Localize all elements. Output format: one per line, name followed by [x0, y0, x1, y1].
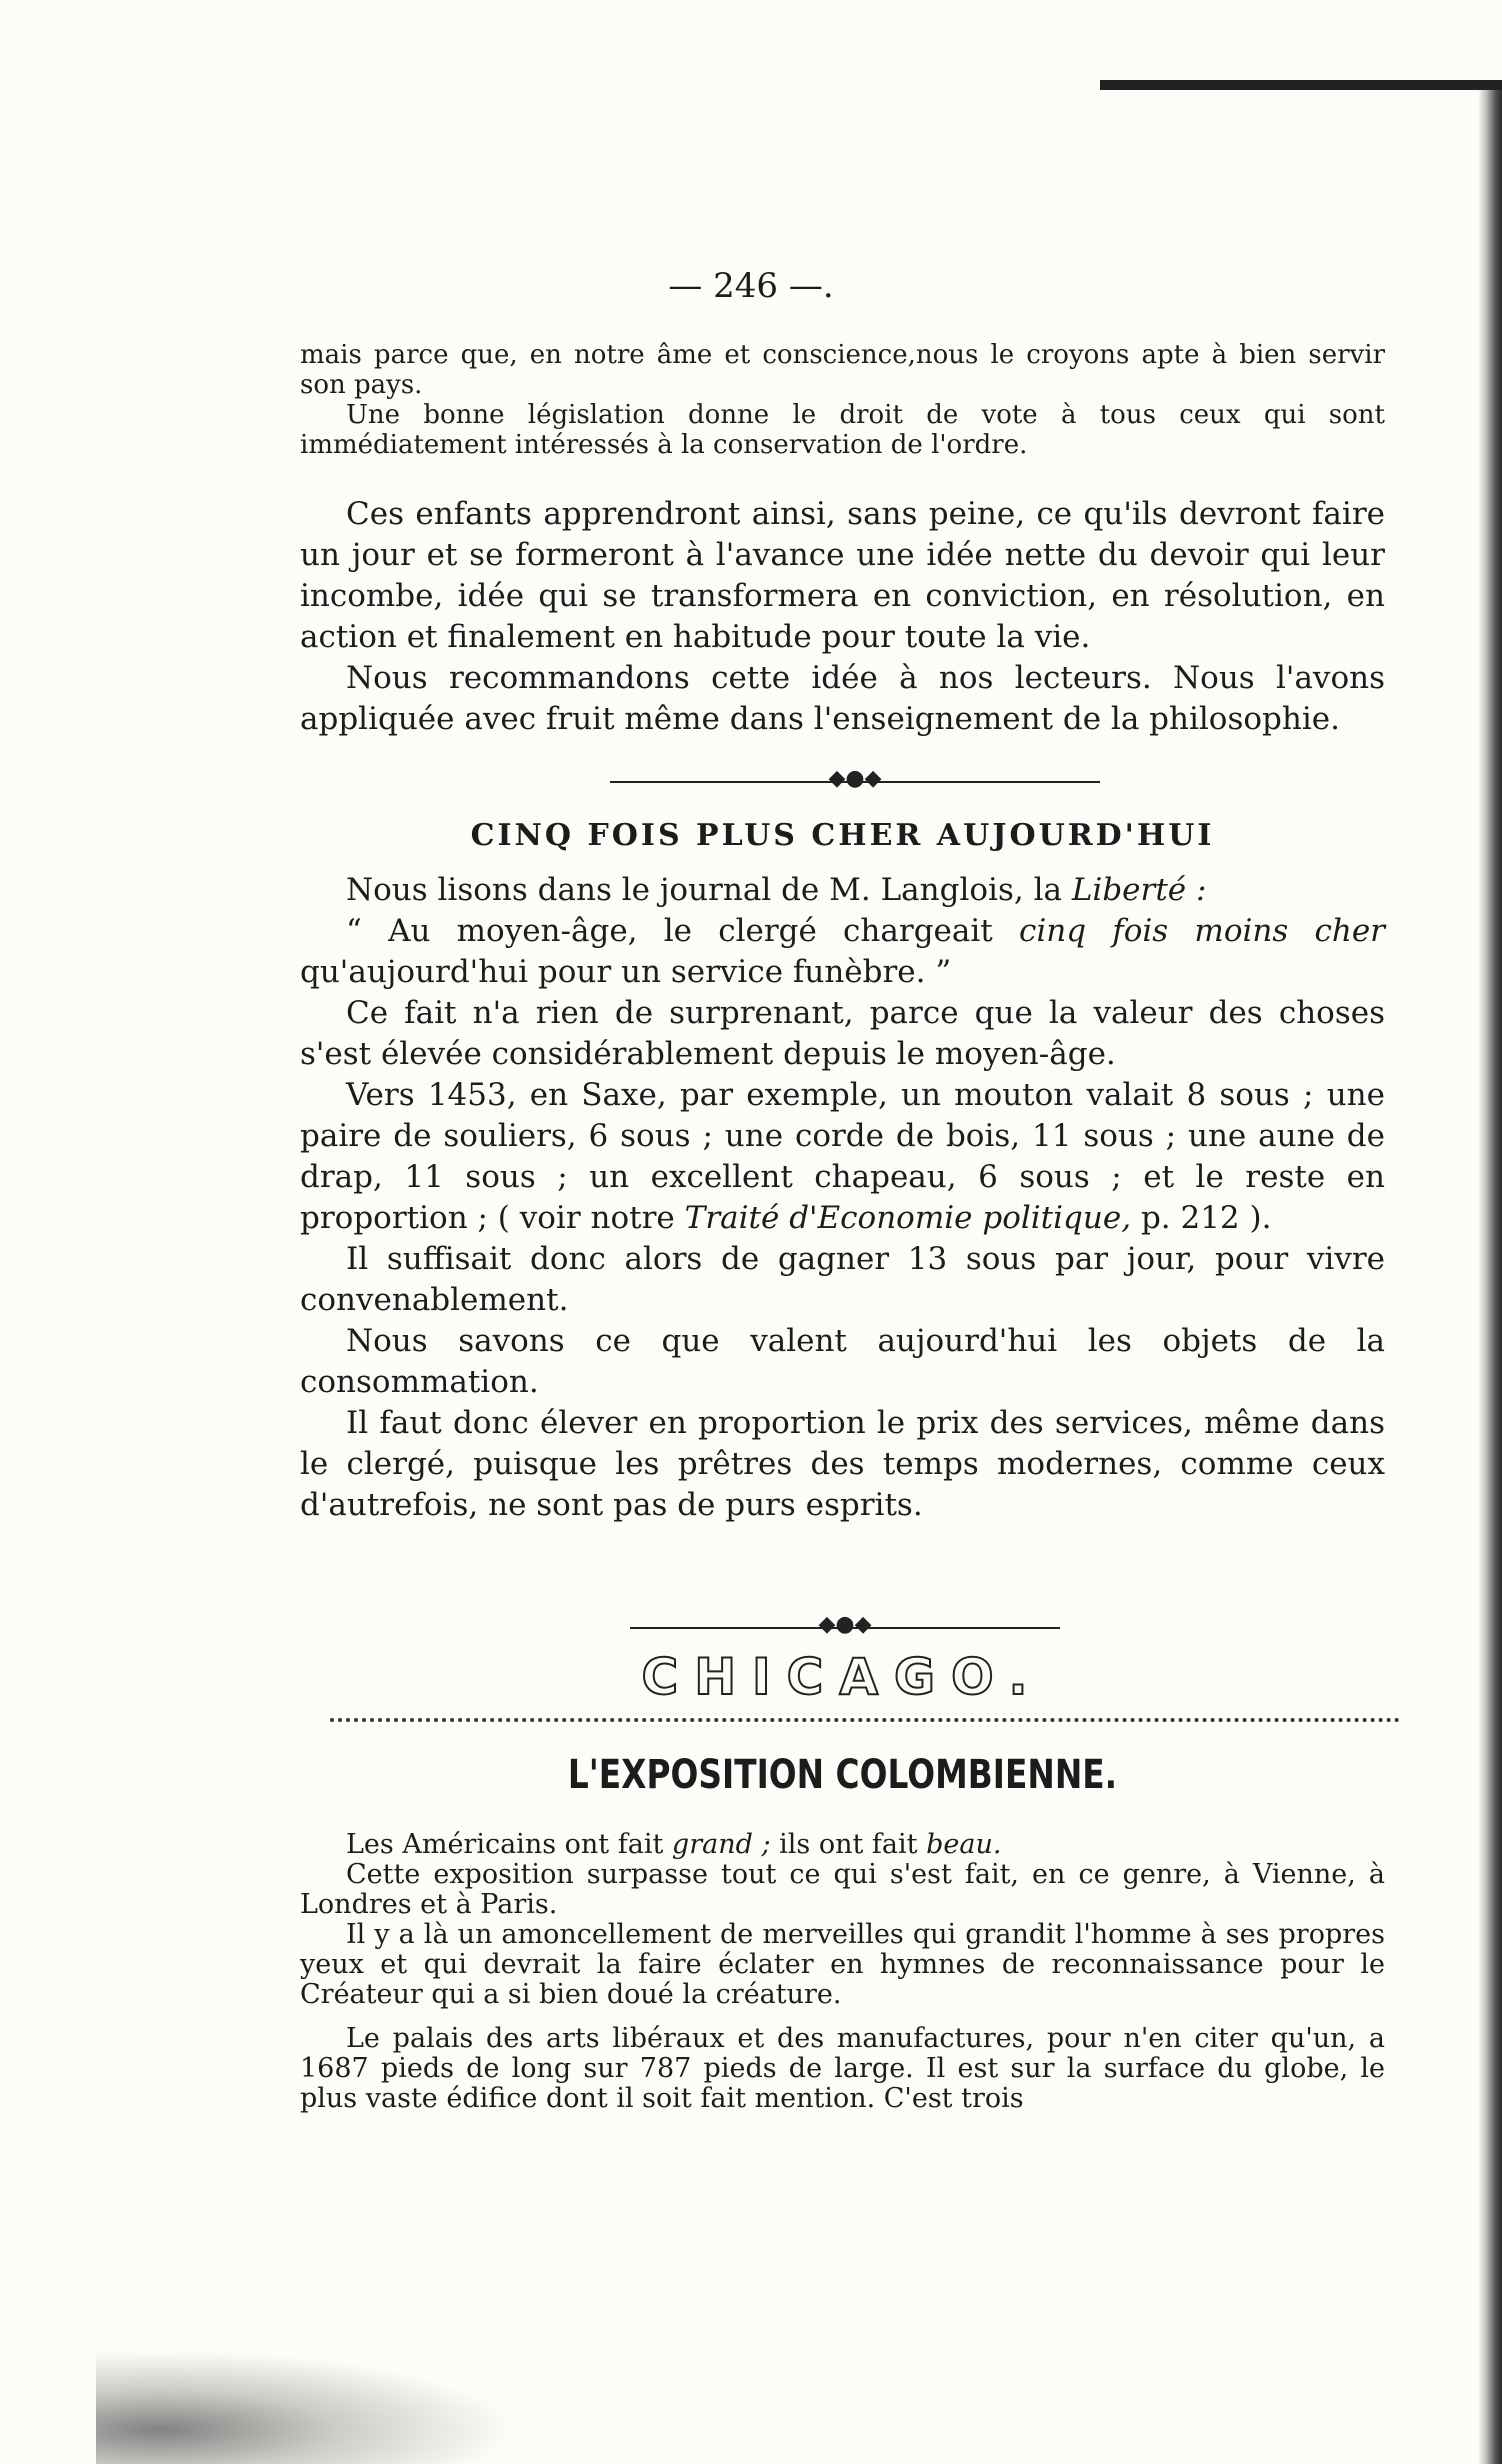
intro-paragraph: Ces enfants apprendront ainsi, sans peine, ce qu'ils devront faire un jour et se formeront à l'avance une idée nette du devoir qui leur incombe, idée qui se transformera en conviction, en résolution, en action et finalement en habitude pour toute la vie. [300, 496, 1385, 655]
exposition-title: L'EXPOSITION COLOMBIENNE. [567, 1752, 1118, 1798]
quote-paragraph: “ Au moyen-âge, le clergé chargeait cinq fois moins cher qu'aujourd'hui pour un service funèbre. ” [300, 913, 1385, 990]
paragraph: Ce fait n'a rien de surprenant, parce que la valeur des choses s'est élevée considérablement depuis le moyen-âge. [300, 995, 1385, 1072]
page-edge-shadow [1478, 90, 1502, 2464]
section2-text-block [300, 1830, 1385, 2114]
paragraph: Nous savons ce que valent aujourd'hui les objets de la consommation. [300, 1323, 1385, 1400]
dotted-rule [330, 1718, 1400, 1722]
chicago-title: CHICAGO. [641, 1648, 1044, 1706]
separator-ornament: ◆●◆ [818, 1612, 872, 1637]
paragraph: Cette exposition surpasse tout ce qui s'est fait, en ce genre, à Vienne, à Londres et à Paris. [300, 1859, 1385, 1920]
paragraph: Il suffisait donc alors de gagner 13 sous par jour, pour vivre convenablement. [300, 1241, 1385, 1318]
top-text-block [300, 340, 1385, 460]
page-number: — 246 —. [668, 266, 834, 306]
paragraph: Il faut donc élever en proportion le prix des services, même dans le clergé, puisque les prêtres des temps modernes, comme ceux d'autrefois, ne sont pas de purs esprits. [300, 1405, 1385, 1523]
top-paragraph: mais parce que, en notre âme et conscience,nous le croyons apte à bien servir son pays. [300, 340, 1385, 400]
intro-paragraph: Nous recommandons cette idée à nos lecteurs. Nous l'avons appliquée avec fruit même dans l'enseignement de la philosophie. [300, 660, 1385, 737]
paragraph: Il y a là un amoncellement de merveilles qui grandit l'homme à ses propres yeux et qui devrait la faire éclater en hymnes de reconnaissance pour le Créateur qui a si bien doué la créature. [300, 1919, 1385, 2010]
paragraph: Les Américains ont fait grand ; ils ont fait beau. [346, 1829, 1002, 1860]
section-title: CINQ FOIS PLUS CHER AUJOURD'HUI [470, 818, 1215, 853]
paragraph: Vers 1453, en Saxe, par exemple, un mouton valait 8 sous ; une paire de souliers, 6 sous ; une corde de bois, 11 sous ; une aune de drap, 11 sous ; un excellent chapeau, 6 sous ; et le reste en proportion ; ( voir notre Traité d'Economie politique, p. 212 ). [300, 1077, 1385, 1236]
paragraph: Nous lisons dans le journal de M. Langlois, la Liberté : [346, 872, 1207, 908]
scan-smudge [96, 2350, 516, 2464]
separator-ornament: ◆●◆ [828, 766, 882, 791]
section1-text-block [300, 870, 1385, 1526]
top-border-rule [1100, 80, 1502, 90]
top-paragraph: Une bonne législation donne le droit de vote à tous ceux qui sont immédiatement intéressés à la conservation de l'ordre. [300, 400, 1385, 460]
paragraph: Le palais des arts libéraux et des manufactures, pour n'en citer qu'un, a 1687 pieds de long sur 787 pieds de large. Il est sur la surface du globe, le plus vaste édifice dont il soit fait mention. C'est trois [300, 2023, 1385, 2114]
intro-text-block [300, 494, 1385, 740]
